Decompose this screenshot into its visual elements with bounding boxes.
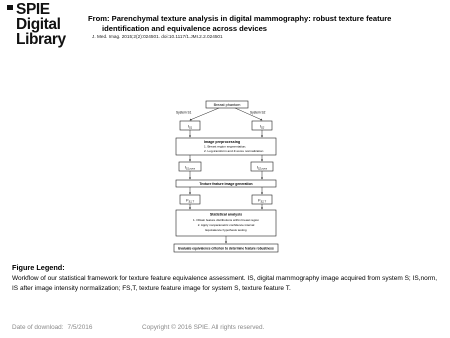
system-s2-label: System S2 bbox=[250, 110, 266, 115]
statistical-analysis-title: Statistical analysis bbox=[209, 212, 243, 217]
feature-s2-symbol: $F_{S2,T}$ bbox=[258, 197, 266, 204]
statistical-analysis-step1: 1. Obtain feature distributions within breast region bbox=[192, 218, 260, 222]
logo-line-library: Library bbox=[16, 31, 66, 48]
logo-line-digital: Digital bbox=[16, 16, 61, 33]
evaluate-label: Evaluate equivalence criterion to determine feature robustness bbox=[178, 246, 274, 251]
image-s2-norm-symbol: $I_{S2,norm}$ bbox=[256, 164, 268, 171]
preprocessing-step1: 1. Breast region segmentation; bbox=[204, 144, 247, 149]
download-date bbox=[12, 324, 92, 331]
article-header bbox=[88, 14, 444, 39]
statistical-analysis-step2: 2. Apply nonparametric confidence interval bbox=[197, 223, 255, 227]
preprocessing-title: Image preprocessing bbox=[204, 140, 241, 144]
image-s1-symbol: $I_{S1}$ bbox=[187, 123, 193, 130]
logo-mark bbox=[7, 5, 13, 10]
image-s2-symbol: $I_{S2}$ bbox=[259, 123, 265, 130]
logo-line-spie: SPIE bbox=[16, 1, 50, 18]
article-title-line2: identification and equivalence across devices bbox=[102, 23, 268, 33]
workflow-diagram bbox=[170, 98, 283, 256]
breast-phantom-label: Breast phantom bbox=[213, 103, 241, 108]
feature-s1-symbol: $F_{S1,T}$ bbox=[186, 197, 194, 204]
statistical-analysis-step3: Equivalence hypothesis testing bbox=[205, 228, 247, 232]
logo-wordmark bbox=[16, 2, 66, 47]
download-date-value: 7/5/2016 bbox=[67, 324, 93, 331]
figure-legend-text: Workflow of our statistical framework for texture feature equivalence assessment. IS, digital mammography image acquired from system S; IS,norm, IS after image intensity normalization; FS,T, texture feature image for system S, texture feature T. bbox=[12, 275, 438, 292]
citation: J. Med. Imag. 2015;2(2):024501. doi:10.1117/1.JMI.2.2.024501 bbox=[92, 34, 223, 39]
article-title-line1: From: Parenchymal texture analysis in digital mammography: robust texture feature bbox=[88, 14, 392, 23]
figure-legend-title: Figure Legend: bbox=[12, 263, 65, 272]
image-s1-norm-symbol: $I_{S1,norm}$ bbox=[184, 164, 196, 171]
copyright-notice: Copyright © 2016 SPIE. All rights reserved. bbox=[142, 324, 265, 331]
texture-generation-label: Texture feature image generation bbox=[199, 182, 253, 186]
system-s1-label: System S1 bbox=[176, 110, 192, 115]
article-title bbox=[88, 14, 444, 33]
preprocessing-step2: 2. Log-transform and Z-score normalization bbox=[204, 149, 264, 153]
download-date-label: Date of download: bbox=[12, 324, 64, 331]
